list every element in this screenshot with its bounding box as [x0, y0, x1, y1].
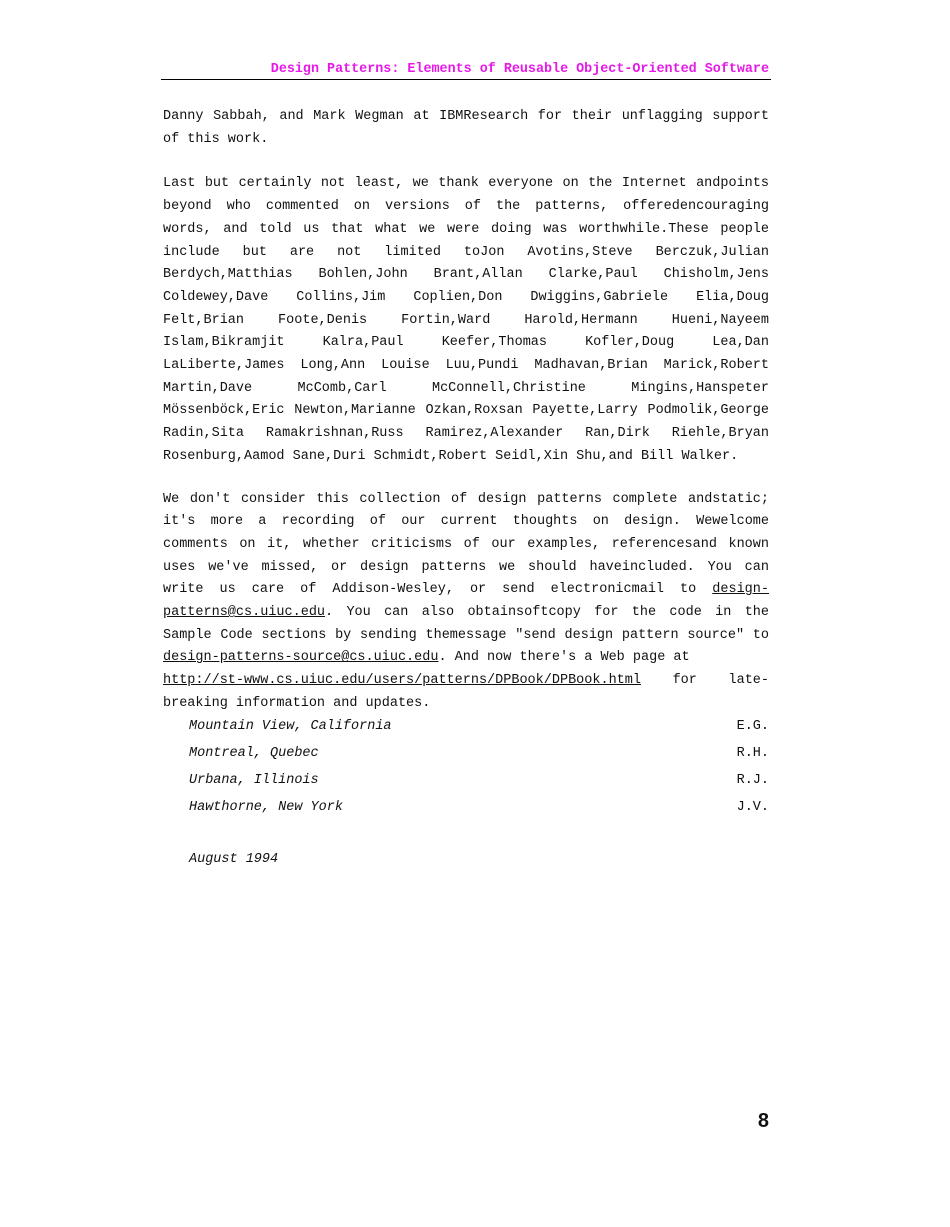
signature-row — [189, 716, 769, 743]
paragraph-acknowledgement-ibm: Danny Sabbah, and Mark Wegman at IBMResearch for their unflagging support of this work. — [163, 109, 769, 147]
running-header: Design Patterns: Elements of Reusable Object-Oriented Software — [270, 62, 769, 77]
signature-initials: E.G. — [736, 719, 769, 734]
signature-initials: R.J. — [736, 773, 769, 788]
signature-row — [189, 797, 769, 824]
signature-row — [189, 770, 769, 797]
signature-place: Urbana, Illinois — [189, 773, 319, 788]
web-page-link[interactable]: http://st-www.cs.uiuc.edu/users/patterns/DPBook/DPBook.html — [163, 673, 641, 689]
signature-place: Mountain View, California — [189, 719, 392, 734]
paragraph-internet-thanks: Last but certainly not least, we thank everyone on the Internet andpoints beyond who commented on versions of the patterns, offeredencouraging words, and told us that what we were doing was worthwhile.These people include but are not limited toJon Avotins,Steve Berczuk,Julian Berdych,Matthias Bohlen,John Brant,Allan Clarke,Paul Chisholm,Jens Coldewey,Dave Collins,Jim Coplien,Don Dwiggins,Gabriele Elia,Doug Felt,Brian Foote,Denis Fortin,Ward Harold,Hermann Hueni,Nayeem Islam,Bikramjit Kalra,Paul Keefer,Thomas Kofler,Doug Lea,Dan LaLiberte,James Long,Ann Louise Luu,Pundi Madhavan,Brian Marick,Robert Martin,Dave McComb,Carl McConnell,Christine Mingins,Hanspeter Mössenböck,Eric Newton,Marianne Ozkan,Roxsan Payette,Larry Podmolik,George Radin,Sita Ramakrishnan,Russ Ramirez,Alexander Ran,Dirk Riehle,Bryan Rosenburg,Aamod Sane,Duri Schmidt,Robert Seidl,Xin Shu,and Bill Walker. — [163, 176, 769, 464]
signature-block — [189, 716, 769, 824]
signature-place: Montreal, Quebec — [189, 746, 319, 761]
feedback-text-3: . And now there's a Web page at — [438, 650, 690, 666]
signature-initials: J.V. — [736, 800, 769, 815]
body-text — [163, 106, 769, 716]
feedback-text-1: We don't consider this collection of design patterns complete andstatic; it's more a recording of our current thoughts on design. Wewelcome comments on it, whether criticisms of our examples, referencesand known uses we've missed, or design patterns we should haveincluded. You can write us care of Addison-Wesley, or send electronicmail to — [163, 491, 769, 598]
feedback-text-2: . You can also obtainsoftcopy for the code in the Sample Code sections by sending themessage "send design pattern source" to — [163, 605, 769, 643]
email-link[interactable]: design-patterns@cs.uiuc.edu — [163, 582, 769, 621]
signature-initials: R.H. — [736, 746, 769, 761]
header-rule — [161, 79, 771, 80]
signature-row — [189, 743, 769, 770]
date: August 1994 — [189, 852, 279, 867]
source-email-link[interactable]: design-patterns-source@cs.uiuc.edu — [163, 650, 439, 666]
signature-place: Hawthorne, New York — [189, 800, 343, 815]
feedback-text-4: for late-breaking information and updates. — [163, 673, 769, 711]
paragraph-feedback — [163, 489, 769, 716]
page-number: 8 — [757, 1110, 769, 1132]
